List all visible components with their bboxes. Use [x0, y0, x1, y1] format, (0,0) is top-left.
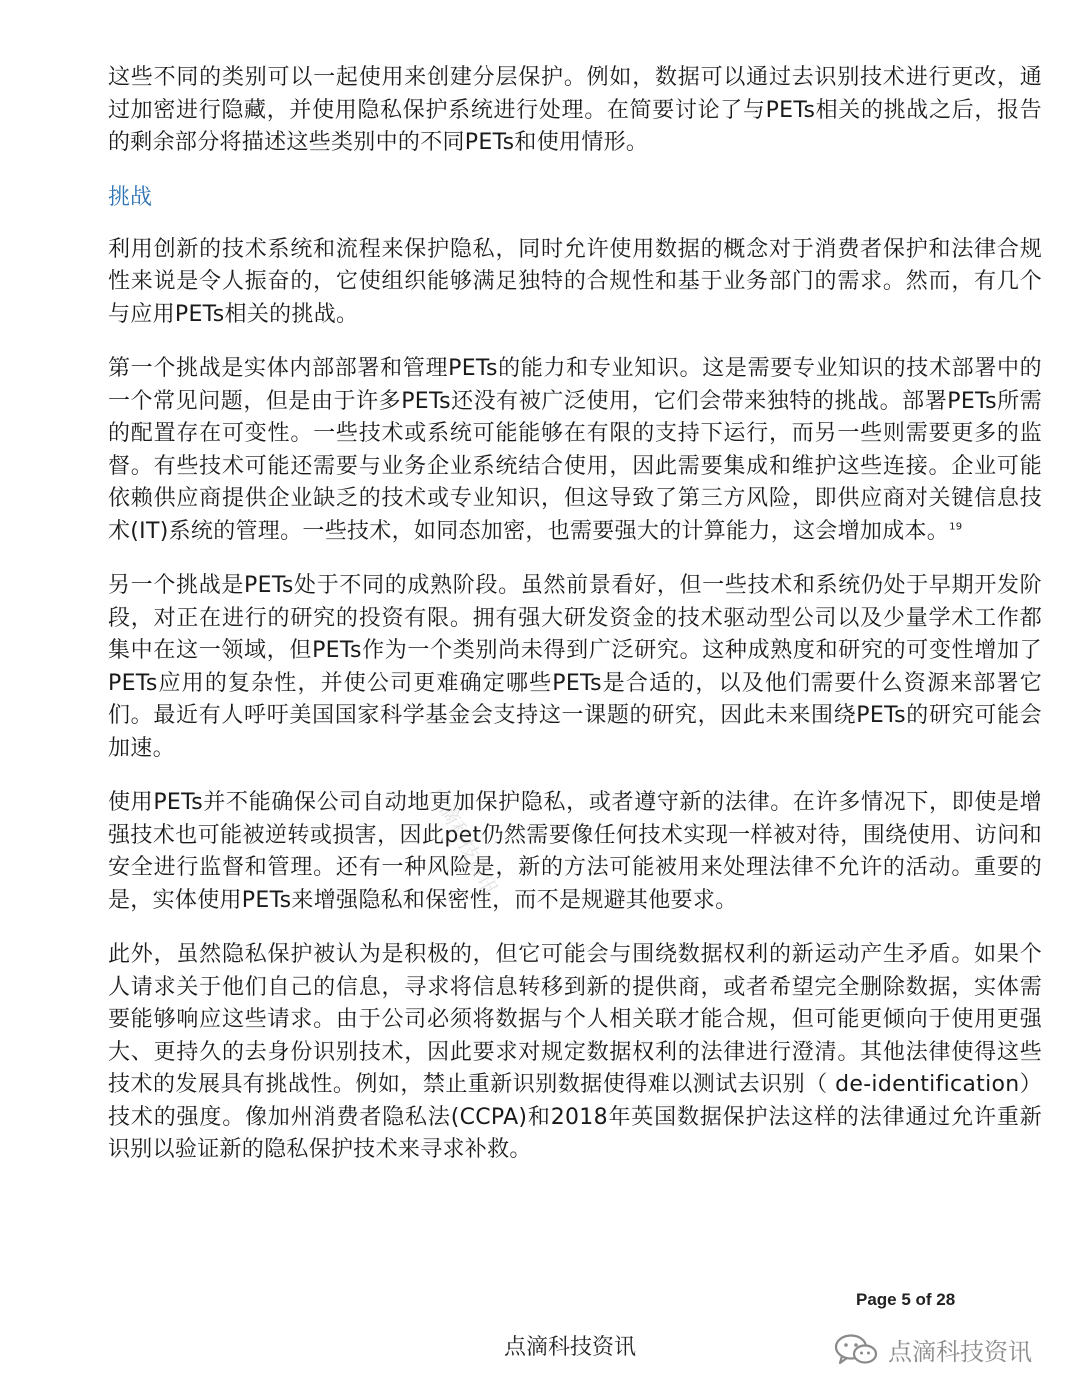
paragraph-5: 此外，虽然隐私保护被认为是积极的，但它可能会与围绕数据权利的新运动产生矛盾。如果个人请求关于他们自己的信息，寻求将信息转移到新的提供商，或者希望完全删除数据，实体需要能够响应这些请求。由于公司必须将数据与个人相关联才能合规，但可能更倾向于使用更强大、更持久的去身份识别技术，因此要求对规定数据权利的法律进行澄清。其他法律使得这些技术的发展具有挑战性。例如，禁止重新识别数据使得难以测试去识别（ de-identification）技术的强度。像加州消费者隐私法(CCPA)和2018年英国数据保护法这样的法律通过允许重新识别以验证新的隐私保护技术来寻求补救。: [108, 942, 1042, 1162]
paragraph-3: 另一个挑战是PETs处于不同的成熟阶段。虽然前景看好，但一些技术和系统仍处于早期开发阶段，对正在进行的研究的投资有限。拥有强大研发资金的技术驱动型公司以及少量学术工作都集中在这一领域，但PETs作为一个类别尚未得到广泛研究。这种成熟度和研究的可变性增加了PETs应用的复杂性，并使公司更难确定哪些PETs是合适的，以及他们需要什么资源来部署它们。最近有人呼吁美国国家科学基金会支持这一课题的研究，因此未来围绕PETs的研究可能会加速。: [108, 573, 1042, 761]
center-watermark: 点滴科技资讯: [425, 781, 503, 900]
paragraph-2: [108, 353, 1042, 548]
section-heading: 挑战: [108, 184, 153, 210]
footnote-ref: 19: [949, 521, 963, 533]
document-body: [108, 62, 1042, 1189]
paragraph-4: 使用PETs并不能确保公司自动地更加保护隐私，或者遵守新的法律。在许多情况下，即使是增强技术也可能被逆转或损害，因此pet仍然需要像任何技术实现一样被对待，围绕使用、访问和安全进行监督和管理。还有一种风险是，新的方法可能被用来处理法律不允许的活动。重要的是，实体使用PETs来增强隐私和保密性，而不是规避其他要求。: [108, 790, 1042, 913]
paragraph-2-text: 第一个挑战是实体内部部署和管理PETs的能力和专业知识。这是需要专业知识的技术部署中的一个常见问题，但是由于许多PETs还没有被广泛使用，它们会带来独特的挑战。部署PETs所需的配置存在可变性。一些技术或系统可能能够在有限的支持下运行，而另一些则需要更多的监督。有些技术可能还需要与业务企业系统结合使用，因此需要集成和维护这些连接。企业可能依赖供应商提供企业缺乏的技术或专业知识，但这导致了第三方风险，即供应商对关键信息技术(IT)系统的管理。一些技术，如同态加密，也需要强大的计算能力，这会增加成本。: [108, 356, 1042, 544]
paragraph-1: 利用创新的技术系统和流程来保护隐私，同时允许使用数据的概念对于消费者保护和法律合规性来说是令人振奋的，它使组织能够满足独特的合规性和基于业务部门的需求。然而，有几个与应用PETs相关的挑战。: [108, 236, 1042, 327]
paragraph-intro: 这些不同的类别可以一起使用来创建分层保护。例如，数据可以通过去识别技术进行更改，通过加密进行隐藏，并使用隐私保护系统进行处理。在简要讨论了与PETs相关的挑战之后，报告的剩余部分将描述这些类别中的不同PETs和使用情形。: [108, 65, 1042, 155]
wechat-icon: [834, 1333, 878, 1367]
brand-watermark: [834, 1332, 1032, 1367]
brand-watermark-text: 点滴科技资讯: [888, 1338, 1032, 1366]
footer-title: 点滴科技资讯: [504, 1335, 637, 1360]
page-number: Page 5 of 28: [856, 1290, 956, 1309]
